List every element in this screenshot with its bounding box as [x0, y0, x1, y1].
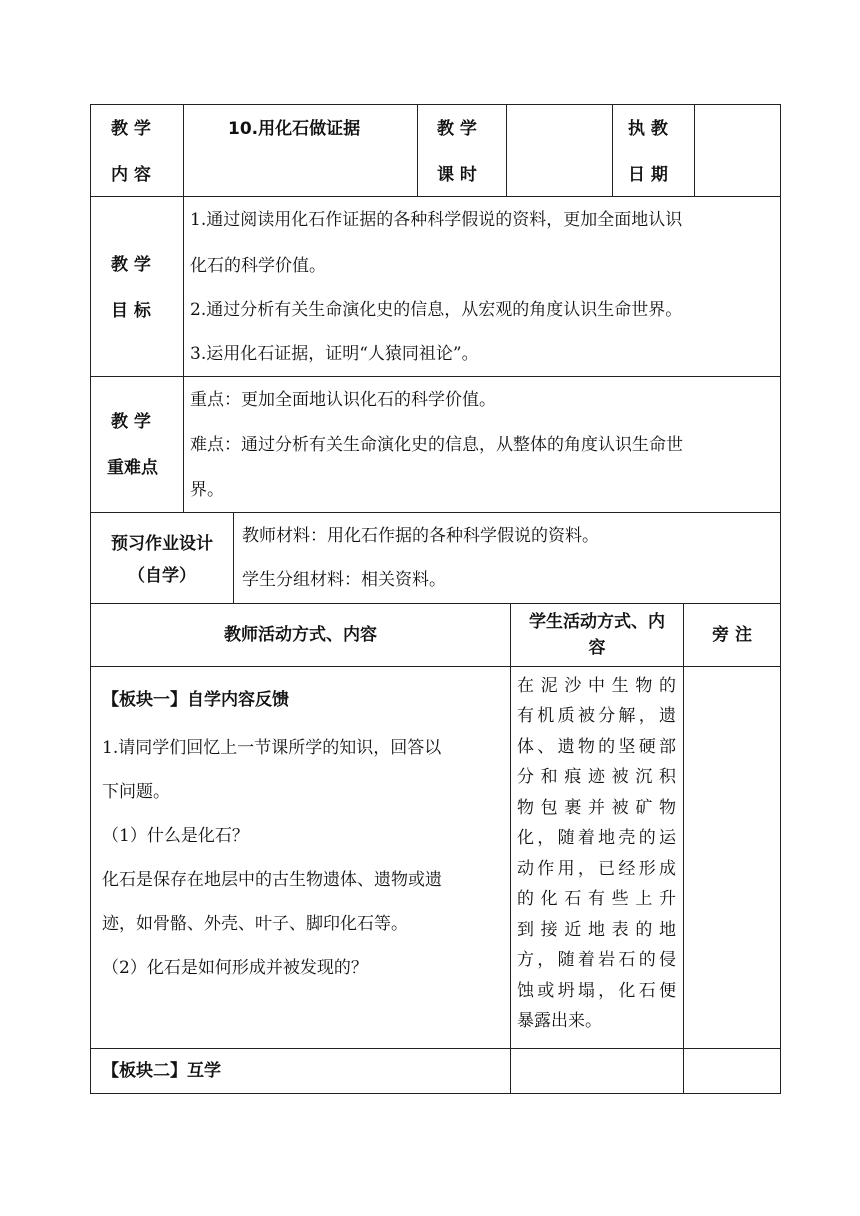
block1-line: 化石是保存在地层中的古生物遗体、遗物或遗: [102, 870, 442, 890]
date-label: 执 教 日 期: [628, 119, 668, 185]
block1-line: （2）化石是如何形成并被发现的？: [102, 958, 368, 978]
block1-line: （1）什么是化石？: [102, 826, 249, 846]
keypoints-line: 重点：更加全面地认识化石的科学价值。: [190, 390, 496, 410]
notes-column-header: 旁 注: [712, 625, 752, 645]
goals-line: 1.通过阅读用化石作证据的各种科学假说的资料，更加全面地认识: [190, 210, 683, 230]
keypoints-label: 教 学 重难点: [107, 412, 158, 478]
student-line: 化，随着地壳的运: [517, 828, 676, 848]
goals-line: 2.通过分析有关生命演化史的信息，从宏观的角度认识生命世界。: [190, 300, 683, 320]
student-line: 的化石有些上升: [517, 889, 676, 909]
lesson-title: 10.用化石做证据: [228, 119, 361, 139]
student-line: 蚀或坍塌，化石便: [517, 981, 676, 1001]
teacher-column-header: 教师活动方式、内容: [224, 625, 377, 645]
block2-title: 【板块二】互学: [102, 1061, 221, 1081]
student-line: 方，随着岩石的侵: [517, 950, 676, 970]
student-line: 暴露出来。: [517, 1011, 602, 1031]
block1-line: 迹，如骨骼、外壳、叶子、脚印化石等。: [102, 914, 408, 934]
keypoints-line: 界。: [190, 480, 224, 500]
student-line: 有机质被分解，遗: [517, 706, 676, 726]
student-line: 分和痕迹被沉积: [517, 767, 676, 787]
block1-line: 下问题。: [102, 782, 170, 802]
prep-label: 预习作业设计 （自学）: [111, 534, 213, 586]
student-line: 物包裹并被矿物: [517, 798, 676, 818]
student-line: 在泥沙中生物的: [517, 676, 676, 696]
keypoints-line: 难点：通过分析有关生命演化史的信息，从整体的角度认识生命世: [190, 435, 683, 455]
goals-label: 教 学 目 标: [111, 255, 151, 321]
block1-title: 【板块一】自学内容反馈: [102, 690, 289, 710]
prep-line: 教师材料：用化石作据的各种科学假说的资料。: [242, 526, 599, 546]
student-line: 到接近地表的地: [517, 920, 676, 940]
prep-line: 学生分组材料：相关资料。: [242, 570, 446, 590]
student-line: 体、遗物的坚硬部: [517, 737, 676, 757]
goals-line: 化石的科学价值。: [190, 256, 326, 276]
goals-line: 3.运用化石证据，证明“人猿同祖论”。: [190, 344, 479, 364]
content-label: 教 学 内 容: [111, 119, 151, 185]
student-line: 动作用，已经形成: [517, 859, 676, 879]
block1-line: 1.请同学们回忆上一节课所学的知识，回答以: [102, 738, 442, 758]
student-column-header: 学生活动方式、内 容: [529, 612, 665, 658]
period-label: 教 学 课 时: [437, 119, 477, 185]
